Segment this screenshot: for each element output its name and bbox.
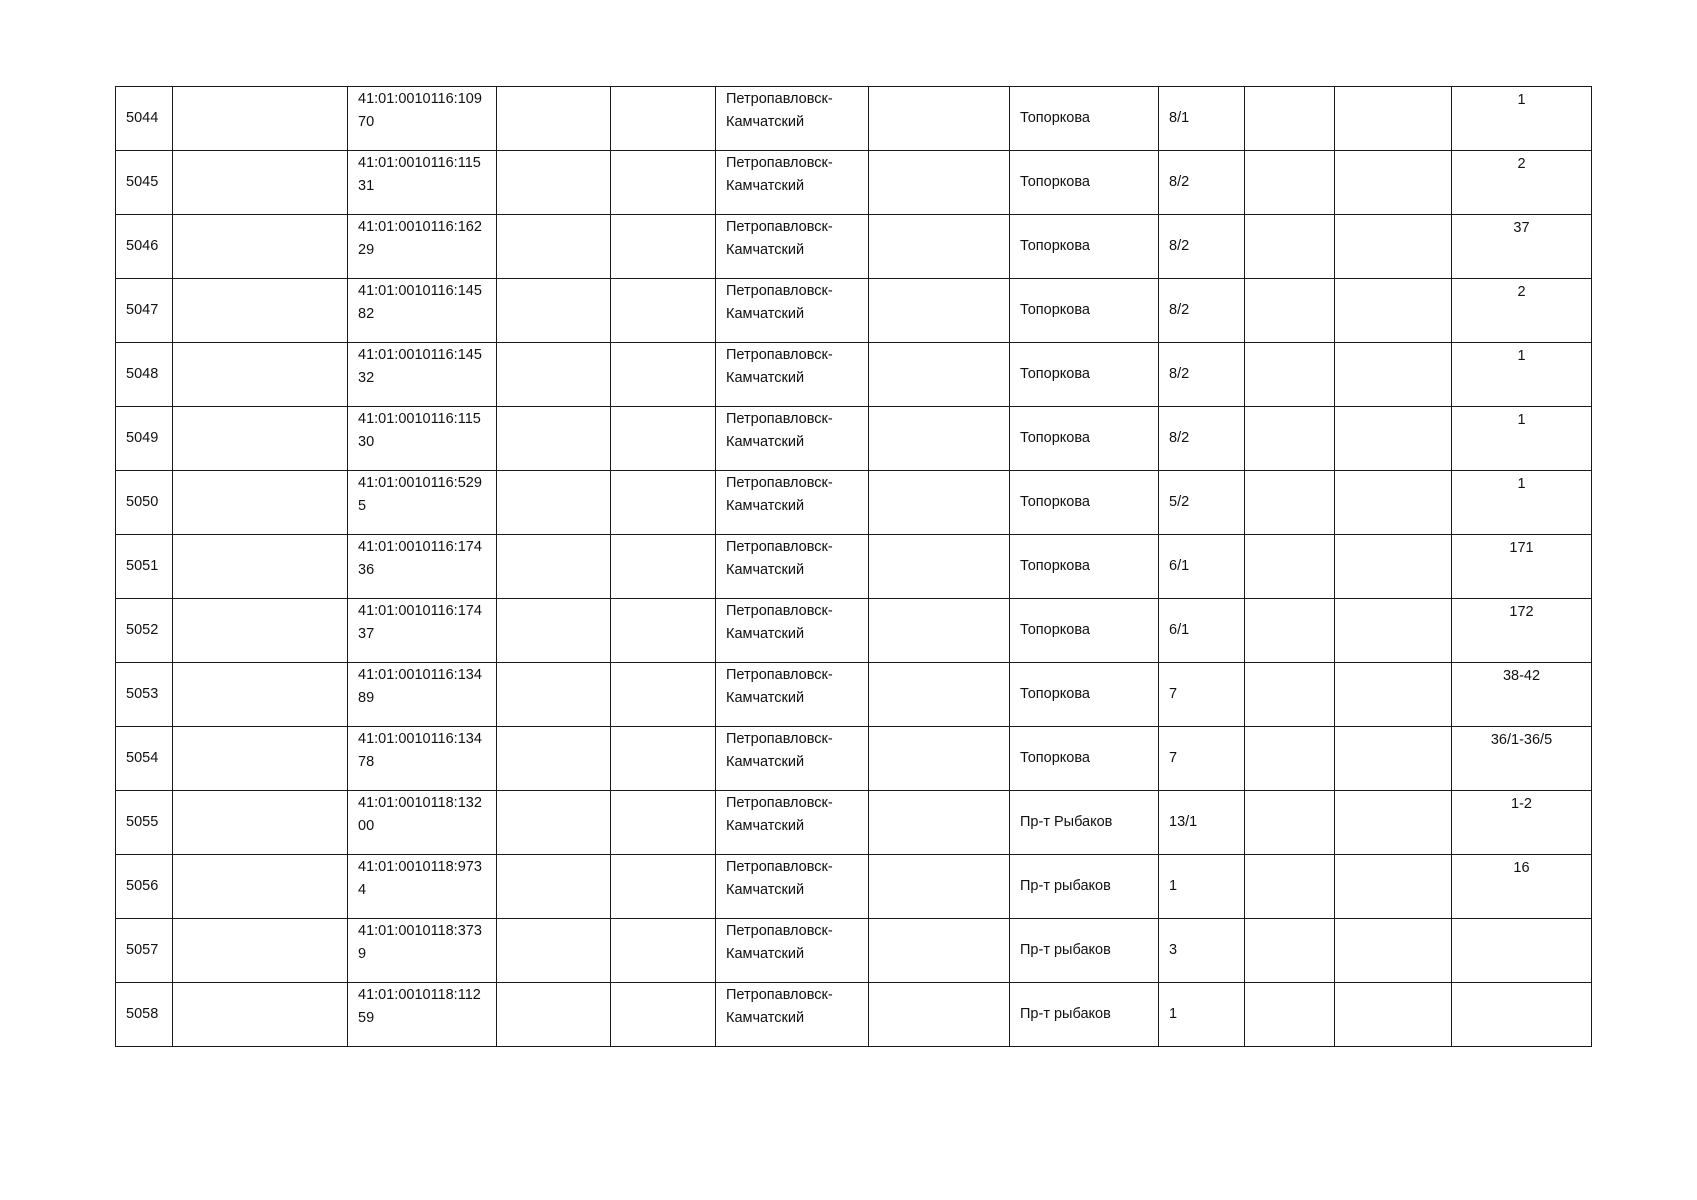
empty-cell [497, 535, 611, 599]
cadastral-number-cell [348, 151, 497, 215]
house-number-text: 6/1 [1169, 622, 1190, 638]
cadastral-number-text: 41:01:0010116:5295 [358, 475, 482, 514]
empty-cell [611, 87, 716, 151]
street-text: Топоркова [1020, 366, 1090, 382]
empty-cell [173, 663, 348, 727]
empty-cell [497, 791, 611, 855]
cadastral-number-cell [348, 791, 497, 855]
empty-cell [611, 279, 716, 343]
house-number-cell [1159, 727, 1245, 791]
empty-cell [1335, 407, 1452, 471]
row-number-text: 5044 [126, 110, 159, 126]
table-row [116, 471, 1592, 535]
city-text: Петропавловск-Камчатский [726, 283, 833, 322]
house-number-text: 1 [1169, 1006, 1178, 1022]
empty-cell [611, 471, 716, 535]
empty-cell [1245, 343, 1335, 407]
empty-cell [611, 791, 716, 855]
city-text: Петропавловск-Камчатский [726, 347, 833, 386]
apartment-cell [1452, 599, 1592, 663]
empty-cell [1335, 151, 1452, 215]
empty-cell [497, 727, 611, 791]
street-text: Пр-т Рыбаков [1020, 814, 1113, 830]
row-number-text: 5053 [126, 686, 159, 702]
street-text: Топоркова [1020, 686, 1090, 702]
house-number-cell [1159, 791, 1245, 855]
row-number-text: 5049 [126, 430, 159, 446]
empty-cell [869, 919, 1010, 983]
house-number-cell [1159, 87, 1245, 151]
city-text: Петропавловск-Камчатский [726, 859, 833, 898]
empty-cell [173, 471, 348, 535]
empty-cell [173, 151, 348, 215]
apartment-cell [1452, 663, 1592, 727]
row-number-text: 5050 [126, 494, 159, 510]
cadastral-number-cell [348, 919, 497, 983]
apartment-text: 2 [1517, 284, 1526, 300]
street-text: Топоркова [1020, 302, 1090, 318]
empty-cell [1245, 599, 1335, 663]
empty-cell [1245, 279, 1335, 343]
city-text: Петропавловск-Камчатский [726, 667, 833, 706]
row-number-text: 5054 [126, 750, 159, 766]
cadastral-number-text: 41:01:0010116:14582 [358, 283, 482, 322]
house-number-text: 8/2 [1169, 302, 1190, 318]
street-cell [1010, 343, 1159, 407]
apartment-cell [1452, 151, 1592, 215]
empty-cell [497, 343, 611, 407]
house-number-cell [1159, 471, 1245, 535]
empty-cell [173, 855, 348, 919]
empty-cell [869, 855, 1010, 919]
empty-cell [1335, 535, 1452, 599]
house-number-cell [1159, 535, 1245, 599]
city-cell [716, 87, 869, 151]
empty-cell [1245, 535, 1335, 599]
row-number-cell [116, 535, 173, 599]
apartment-text: 2 [1517, 156, 1526, 172]
empty-cell [1335, 983, 1452, 1047]
cadastral-number-text: 41:01:0010116:11530 [358, 411, 481, 450]
city-text: Петропавловск-Камчатский [726, 923, 833, 962]
row-number-text: 5047 [126, 302, 159, 318]
cadastral-number-text: 41:01:0010116:16229 [358, 219, 482, 258]
table-row [116, 151, 1592, 215]
street-cell [1010, 663, 1159, 727]
table-body [116, 87, 1592, 1047]
street-text: Топоркова [1020, 558, 1090, 574]
cadastral-number-cell [348, 599, 497, 663]
row-number-text: 5045 [126, 174, 159, 190]
city-cell [716, 791, 869, 855]
apartment-cell [1452, 215, 1592, 279]
empty-cell [611, 727, 716, 791]
apartment-text: 1 [1517, 476, 1526, 492]
table-row [116, 215, 1592, 279]
table-row [116, 535, 1592, 599]
row-number-text: 5051 [126, 558, 159, 574]
street-cell [1010, 215, 1159, 279]
registry-table [115, 86, 1592, 1047]
row-number-text: 5052 [126, 622, 159, 638]
cadastral-number-text: 41:01:0010116:17436 [358, 539, 482, 578]
empty-cell [497, 279, 611, 343]
house-number-cell [1159, 343, 1245, 407]
street-cell [1010, 279, 1159, 343]
cadastral-number-text: 41:01:0010116:17437 [358, 603, 482, 642]
row-number-text: 5057 [126, 942, 159, 958]
house-number-cell [1159, 855, 1245, 919]
city-cell [716, 535, 869, 599]
house-number-text: 7 [1169, 750, 1178, 766]
empty-cell [869, 407, 1010, 471]
street-text: Топоркова [1020, 174, 1090, 190]
empty-cell [1245, 215, 1335, 279]
row-number-cell [116, 919, 173, 983]
city-cell [716, 727, 869, 791]
street-text: Топоркова [1020, 622, 1090, 638]
empty-cell [173, 727, 348, 791]
apartment-cell [1452, 343, 1592, 407]
empty-cell [497, 855, 611, 919]
apartment-text: 171 [1509, 540, 1534, 556]
empty-cell [1245, 407, 1335, 471]
city-text: Петропавловск-Камчатский [726, 475, 833, 514]
apartment-text: 36/1-36/5 [1490, 732, 1553, 748]
row-number-cell [116, 343, 173, 407]
empty-cell [869, 599, 1010, 663]
empty-cell [1335, 919, 1452, 983]
empty-cell [173, 983, 348, 1047]
city-text: Петропавловск-Камчатский [726, 219, 833, 258]
cadastral-number-cell [348, 535, 497, 599]
cadastral-number-text: 41:01:0010118:3739 [358, 923, 482, 962]
table-row [116, 855, 1592, 919]
row-number-text: 5056 [126, 878, 159, 894]
house-number-text: 7 [1169, 686, 1178, 702]
table-row [116, 727, 1592, 791]
cadastral-number-text: 41:01:0010116:13489 [358, 667, 482, 706]
empty-cell [497, 471, 611, 535]
empty-cell [497, 407, 611, 471]
empty-cell [1245, 151, 1335, 215]
city-text: Петропавловск-Камчатский [726, 987, 833, 1026]
city-cell [716, 983, 869, 1047]
house-number-cell [1159, 151, 1245, 215]
cadastral-number-text: 41:01:0010116:13478 [358, 731, 482, 770]
house-number-cell [1159, 983, 1245, 1047]
empty-cell [611, 599, 716, 663]
empty-cell [1245, 919, 1335, 983]
cadastral-number-text: 41:01:0010116:10970 [358, 91, 482, 130]
apartment-text: 1 [1517, 92, 1526, 108]
cadastral-number-cell [348, 663, 497, 727]
city-text: Петропавловск-Камчатский [726, 91, 833, 130]
table-row [116, 279, 1592, 343]
cadastral-number-text: 41:01:0010116:14532 [358, 347, 482, 386]
street-text: Топоркова [1020, 110, 1090, 126]
row-number-cell [116, 983, 173, 1047]
row-number-text: 5055 [126, 814, 159, 830]
row-number-cell [116, 151, 173, 215]
table-row [116, 599, 1592, 663]
row-number-text: 5048 [126, 366, 159, 382]
empty-cell [173, 343, 348, 407]
apartment-text: 38-42 [1502, 668, 1541, 684]
empty-cell [173, 919, 348, 983]
empty-cell [173, 407, 348, 471]
row-number-text: 5058 [126, 1006, 159, 1022]
cadastral-number-text: 41:01:0010118:13200 [358, 795, 482, 834]
table-row [116, 919, 1592, 983]
empty-cell [173, 279, 348, 343]
empty-cell [497, 983, 611, 1047]
empty-cell [869, 151, 1010, 215]
street-cell [1010, 727, 1159, 791]
apartment-cell [1452, 471, 1592, 535]
empty-cell [1335, 727, 1452, 791]
house-number-cell [1159, 279, 1245, 343]
empty-cell [1245, 855, 1335, 919]
city-cell [716, 599, 869, 663]
empty-cell [1245, 727, 1335, 791]
street-text: Топоркова [1020, 430, 1090, 446]
street-cell [1010, 855, 1159, 919]
street-text: Топоркова [1020, 238, 1090, 254]
apartment-cell [1452, 983, 1592, 1047]
city-text: Петропавловск-Камчатский [726, 539, 833, 578]
city-cell [716, 855, 869, 919]
empty-cell [611, 151, 716, 215]
city-cell [716, 919, 869, 983]
empty-cell [1335, 471, 1452, 535]
empty-cell [611, 407, 716, 471]
house-number-cell [1159, 215, 1245, 279]
cadastral-number-cell [348, 215, 497, 279]
empty-cell [869, 471, 1010, 535]
table-row [116, 87, 1592, 151]
empty-cell [869, 279, 1010, 343]
row-number-cell [116, 855, 173, 919]
street-text: Пр-т рыбаков [1020, 1006, 1111, 1022]
cadastral-number-cell [348, 343, 497, 407]
empty-cell [611, 215, 716, 279]
city-cell [716, 151, 869, 215]
cadastral-number-cell [348, 471, 497, 535]
cadastral-number-text: 41:01:0010118:9734 [358, 859, 482, 898]
row-number-cell [116, 599, 173, 663]
street-cell [1010, 791, 1159, 855]
row-number-cell [116, 471, 173, 535]
empty-cell [611, 343, 716, 407]
house-number-text: 6/1 [1169, 558, 1190, 574]
cadastral-number-cell [348, 855, 497, 919]
city-text: Петропавловск-Камчатский [726, 411, 833, 450]
empty-cell [497, 151, 611, 215]
apartment-cell [1452, 279, 1592, 343]
empty-cell [173, 535, 348, 599]
city-text: Петропавловск-Камчатский [726, 731, 833, 770]
city-cell [716, 663, 869, 727]
row-number-cell [116, 87, 173, 151]
house-number-cell [1159, 407, 1245, 471]
street-text: Пр-т рыбаков [1020, 942, 1111, 958]
empty-cell [497, 919, 611, 983]
cadastral-number-cell [348, 983, 497, 1047]
city-text: Петропавловск-Камчатский [726, 795, 833, 834]
empty-cell [1335, 215, 1452, 279]
city-cell [716, 215, 869, 279]
house-number-cell [1159, 599, 1245, 663]
house-number-text: 1 [1169, 878, 1178, 894]
empty-cell [869, 983, 1010, 1047]
empty-cell [1335, 87, 1452, 151]
city-cell [716, 279, 869, 343]
cadastral-number-text: 41:01:0010116:11531 [358, 155, 481, 194]
empty-cell [1245, 471, 1335, 535]
street-cell [1010, 919, 1159, 983]
empty-cell [173, 87, 348, 151]
apartment-cell [1452, 407, 1592, 471]
empty-cell [173, 215, 348, 279]
row-number-cell [116, 727, 173, 791]
empty-cell [611, 983, 716, 1047]
empty-cell [869, 727, 1010, 791]
street-cell [1010, 535, 1159, 599]
row-number-cell [116, 663, 173, 727]
empty-cell [869, 535, 1010, 599]
cadastral-number-cell [348, 727, 497, 791]
city-cell [716, 343, 869, 407]
row-number-cell [116, 407, 173, 471]
apartment-cell [1452, 791, 1592, 855]
empty-cell [869, 791, 1010, 855]
empty-cell [1245, 791, 1335, 855]
city-cell [716, 471, 869, 535]
empty-cell [611, 919, 716, 983]
table-row [116, 663, 1592, 727]
house-number-text: 8/2 [1169, 430, 1190, 446]
empty-cell [173, 791, 348, 855]
house-number-text: 3 [1169, 942, 1178, 958]
empty-cell [611, 855, 716, 919]
house-number-cell [1159, 919, 1245, 983]
apartment-text: 37 [1513, 220, 1530, 236]
empty-cell [1335, 599, 1452, 663]
cadastral-number-text: 41:01:0010118:11259 [358, 987, 481, 1026]
table-row [116, 407, 1592, 471]
empty-cell [611, 663, 716, 727]
empty-cell [497, 215, 611, 279]
empty-cell [1245, 983, 1335, 1047]
empty-cell [497, 87, 611, 151]
empty-cell [1335, 663, 1452, 727]
city-cell [716, 407, 869, 471]
street-text: Топоркова [1020, 750, 1090, 766]
apartment-text: 1-2 [1511, 796, 1532, 812]
table-row [116, 983, 1592, 1047]
apartment-cell [1452, 855, 1592, 919]
street-cell [1010, 599, 1159, 663]
empty-cell [497, 663, 611, 727]
street-cell [1010, 471, 1159, 535]
apartment-cell [1452, 535, 1592, 599]
cadastral-number-cell [348, 279, 497, 343]
empty-cell [1335, 855, 1452, 919]
empty-cell [869, 343, 1010, 407]
apartment-cell [1452, 919, 1592, 983]
empty-cell [1245, 663, 1335, 727]
cadastral-number-cell [348, 87, 497, 151]
apartment-text: 172 [1509, 604, 1534, 620]
row-number-text: 5046 [126, 238, 159, 254]
empty-cell [1335, 791, 1452, 855]
empty-cell [869, 215, 1010, 279]
table-row [116, 343, 1592, 407]
street-cell [1010, 87, 1159, 151]
house-number-text: 8/1 [1169, 110, 1190, 126]
apartment-cell [1452, 87, 1592, 151]
house-number-text: 8/2 [1169, 174, 1190, 190]
house-number-text: 5/2 [1169, 494, 1190, 510]
empty-cell [1245, 87, 1335, 151]
empty-cell [173, 599, 348, 663]
row-number-cell [116, 791, 173, 855]
street-cell [1010, 983, 1159, 1047]
house-number-cell [1159, 663, 1245, 727]
street-cell [1010, 151, 1159, 215]
house-number-text: 8/2 [1169, 366, 1190, 382]
empty-cell [869, 663, 1010, 727]
row-number-cell [116, 215, 173, 279]
apartment-cell [1452, 727, 1592, 791]
apartment-text: 1 [1517, 348, 1526, 364]
street-cell [1010, 407, 1159, 471]
house-number-text: 8/2 [1169, 238, 1190, 254]
table-row [116, 791, 1592, 855]
city-text: Петропавловск-Камчатский [726, 155, 833, 194]
house-number-text: 13/1 [1169, 814, 1198, 830]
city-text: Петропавловск-Камчатский [726, 603, 833, 642]
empty-cell [611, 535, 716, 599]
cadastral-number-cell [348, 407, 497, 471]
empty-cell [1335, 279, 1452, 343]
row-number-cell [116, 279, 173, 343]
empty-cell [869, 87, 1010, 151]
street-text: Пр-т рыбаков [1020, 878, 1111, 894]
empty-cell [1335, 343, 1452, 407]
apartment-text: 1 [1517, 412, 1526, 428]
street-text: Топоркова [1020, 494, 1090, 510]
empty-cell [497, 599, 611, 663]
apartment-text: 16 [1513, 860, 1530, 876]
